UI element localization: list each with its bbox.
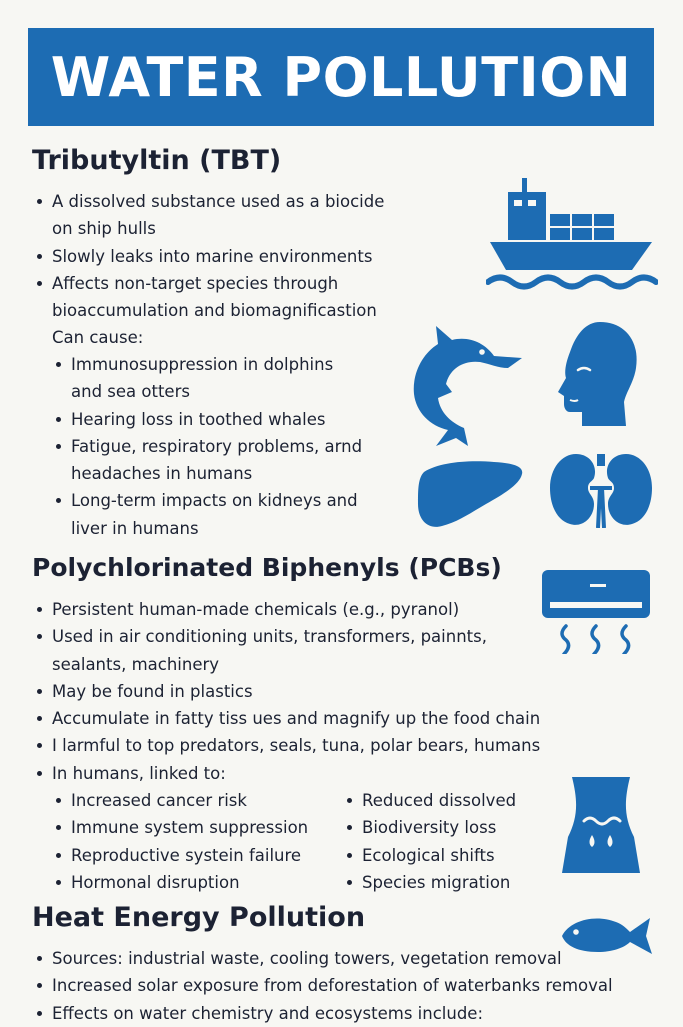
liver-icon xyxy=(416,460,526,528)
list-item: Increased solar exposure from deforestation of waterbanks removal xyxy=(52,972,613,999)
heat-heading: Heat Energy Pollution xyxy=(32,902,366,933)
kidneys-icon xyxy=(550,452,652,528)
list-item: Effects on water chemistry and ecosystems include: xyxy=(52,1000,613,1027)
list-item: Increased cancer risk xyxy=(71,787,308,814)
list-item: Hearing loss in toothed whales xyxy=(71,406,362,433)
list-item: In humans, linked to: xyxy=(52,760,540,787)
dolphin-icon xyxy=(408,322,526,447)
list-item: Slowly leaks into marine environments xyxy=(52,243,384,270)
list-item: Reproductive systein failure xyxy=(71,842,308,869)
list-item: A dissolved substance used as a biocide on ship hulls xyxy=(52,188,384,243)
can-cause-label: Can cause: xyxy=(52,328,144,348)
page-title: WATER POLLUTION xyxy=(50,45,632,109)
list-item: Fatigue, respiratory problems, arnd headaches in humans xyxy=(71,433,362,488)
list-item: Immunosuppression in dolphins and sea otters xyxy=(71,351,362,406)
list-item: Ecological shifts xyxy=(362,842,516,869)
list-item: Persistent human-made chemicals (e.g., pyranol) xyxy=(52,596,540,623)
pcbs-human-links-list xyxy=(71,787,308,896)
list-item: I larmful to top predators, seals, tuna, polar bears, humans xyxy=(52,732,540,759)
cargo-ship-icon xyxy=(486,178,658,290)
list-item: Hormonal disruption xyxy=(71,869,308,896)
tbt-heading: Tributyltin (TBT) xyxy=(32,145,282,176)
list-item: Biodiversity loss xyxy=(362,814,516,841)
title-banner xyxy=(28,28,654,126)
list-item: Accumulate in fatty tiss ues and magnify up the food chain xyxy=(52,705,540,732)
list-item: Affects non-target species through bioaccumulation and biomagnificastion xyxy=(52,270,384,325)
pcbs-heading: Polychlorinated Biphenyls (PCBs) xyxy=(32,553,502,582)
tbt-effects-list xyxy=(71,351,362,542)
list-item: Long-term impacts on kidneys and liver in humans xyxy=(71,487,362,542)
pcbs-bullet-list xyxy=(52,596,540,787)
heat-bullet-list xyxy=(52,945,613,1027)
cooling-tower-icon xyxy=(562,777,640,873)
pcbs-eco-effects-list xyxy=(362,787,516,896)
list-item: Immune system suppression xyxy=(71,814,308,841)
human-head-icon xyxy=(556,322,640,426)
list-item: Reduced dissolved xyxy=(362,787,516,814)
list-item: Species migration xyxy=(362,869,516,896)
list-item: May be found in plastics xyxy=(52,678,540,705)
air-conditioner-icon xyxy=(540,568,652,654)
list-item: Sources: industrial waste, cooling towers, vegetation removal xyxy=(52,945,613,972)
list-item: Used in air conditioning units, transformers, painnts, sealants, machinery xyxy=(52,623,540,678)
tbt-bullet-list xyxy=(52,188,384,352)
